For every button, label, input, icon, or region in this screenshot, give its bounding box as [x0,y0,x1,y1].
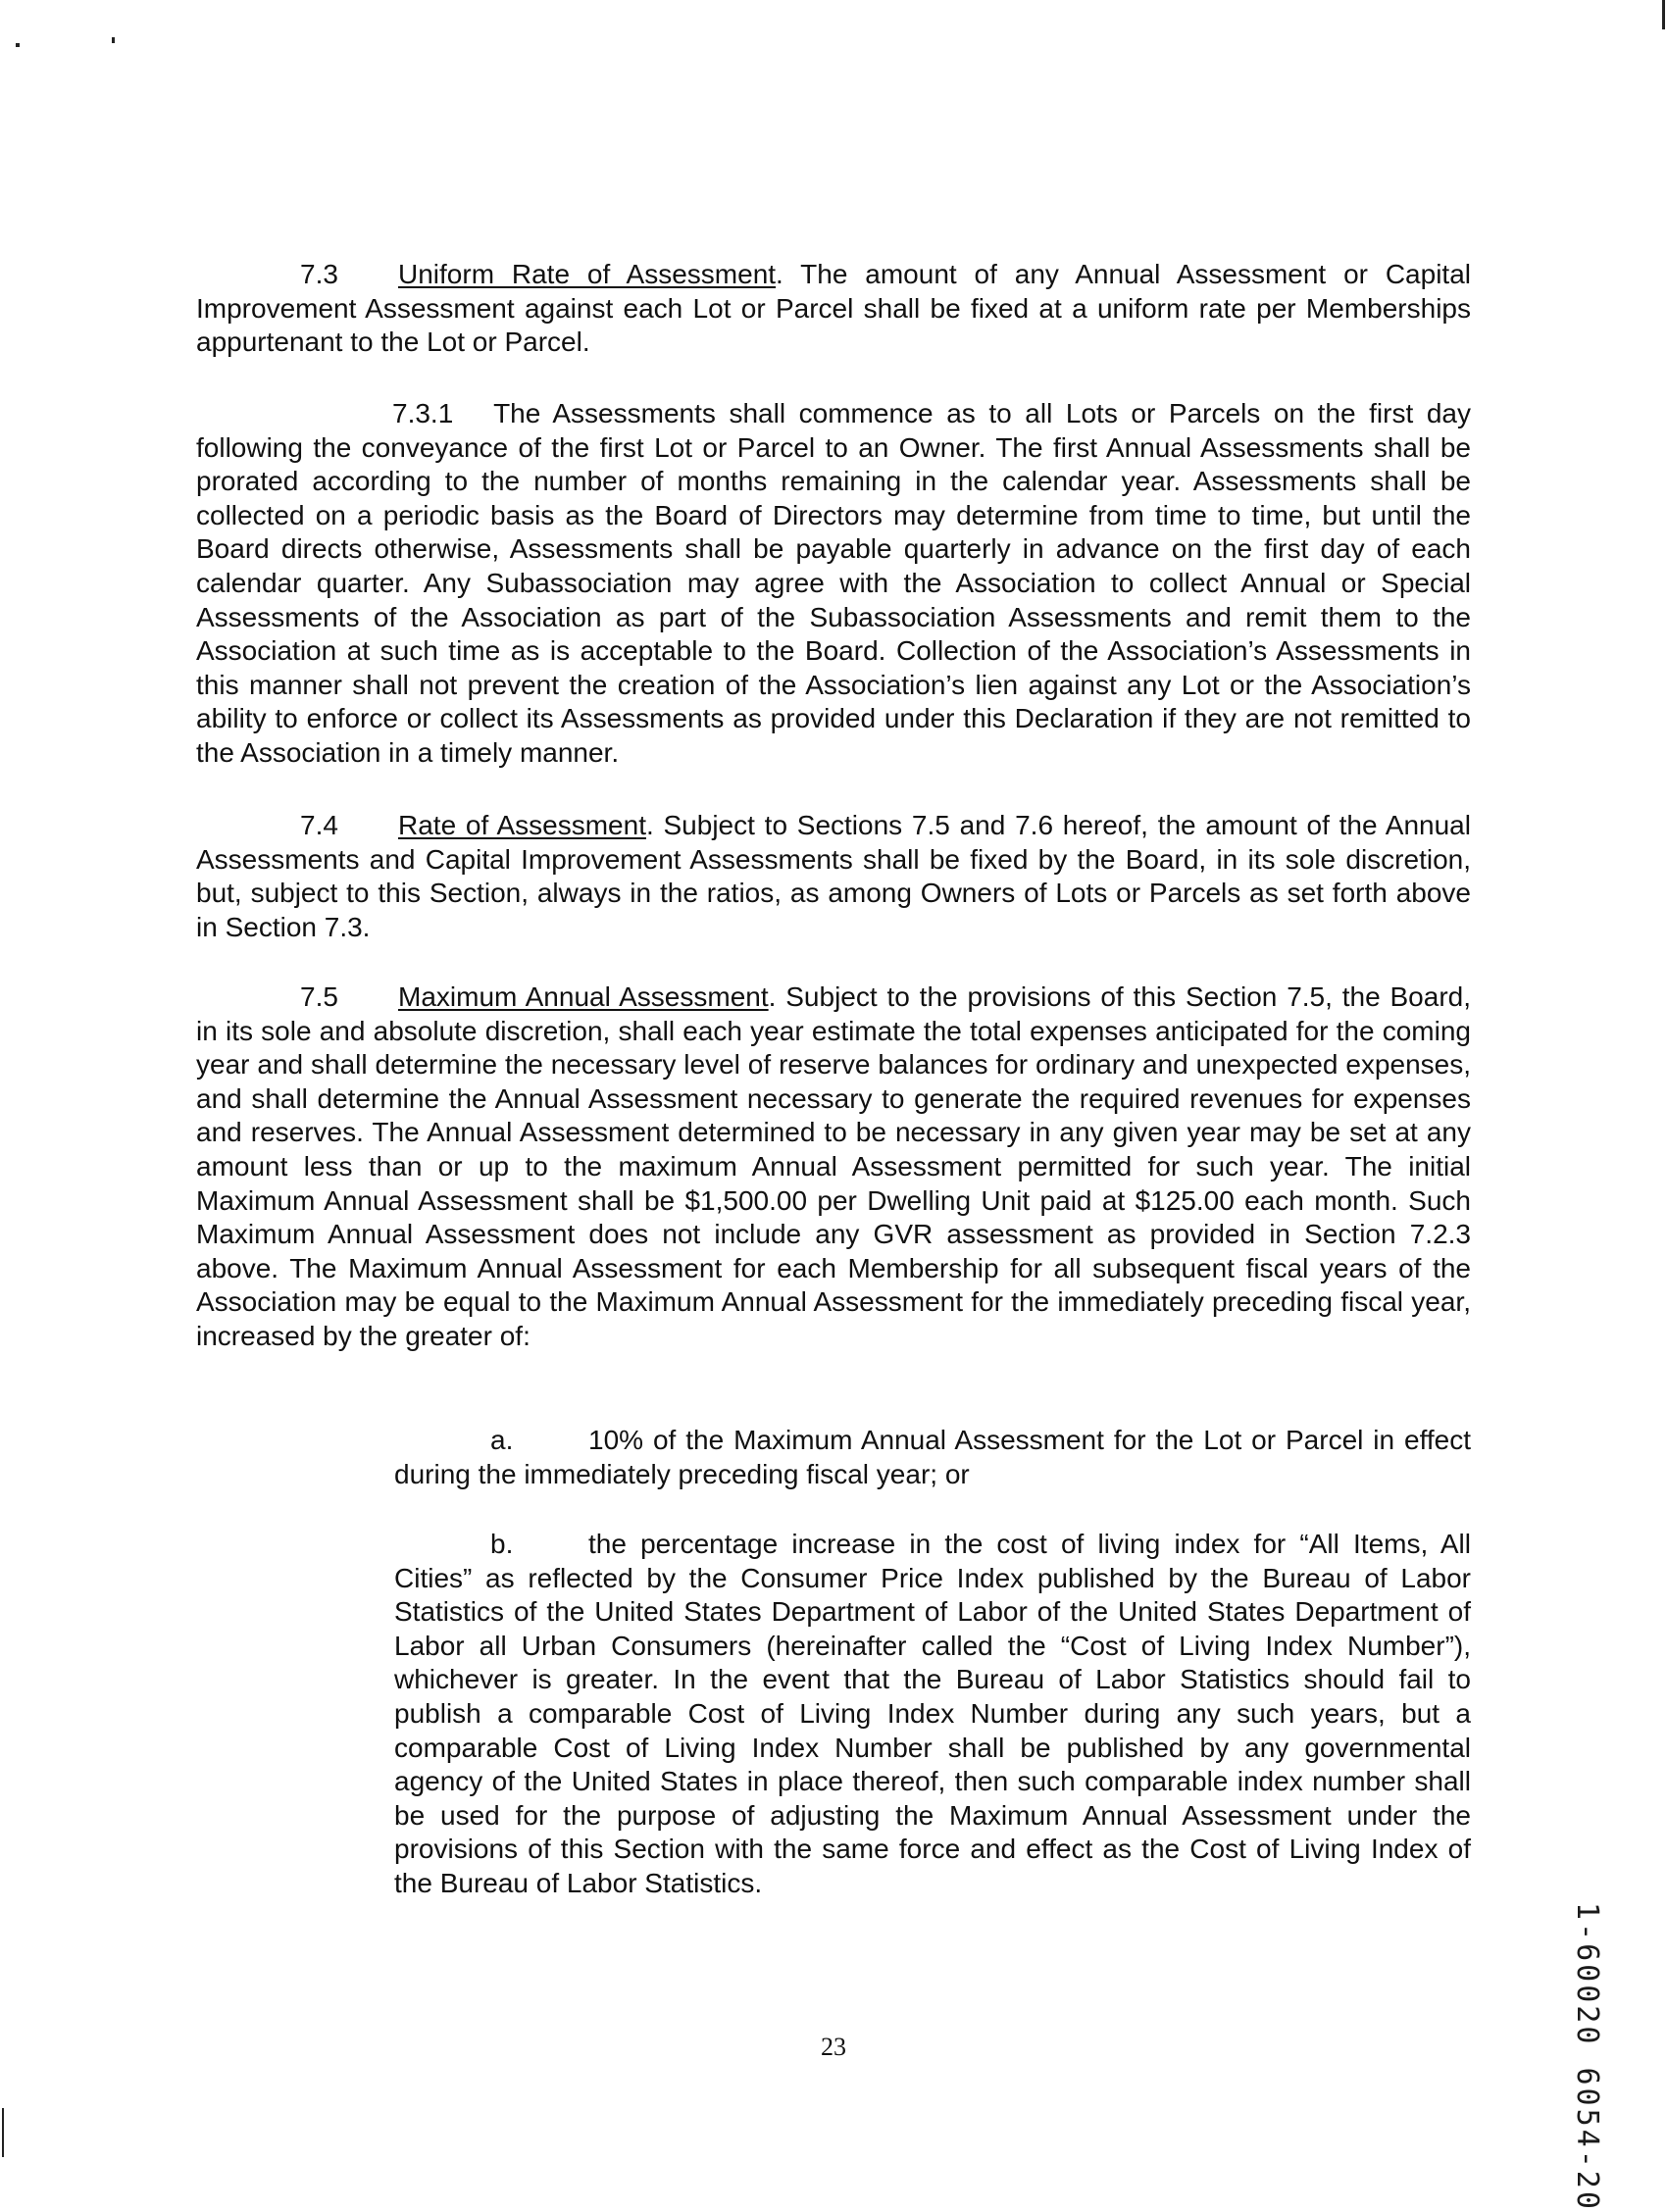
section-7-4 [196,809,1471,944]
section-title: Uniform Rate of Assessment [398,259,777,289]
scan-artifact [1662,0,1665,29]
item-label: b. [490,1529,514,1559]
scan-artifact [2,2108,4,2157]
section-body: The Assessments shall commence as to all Lots or Parcels on the first day following the conveyance of the first Lot or Parcel to an Owner. The first Annual Assessments shall be prorated according to the number of months remaining in the calendar year. Assessments shall be collected on a periodic basis as the Board of Directors may determine from time to time, but until the Board directs otherwise, Assessments shall be payable quarterly in advance on the first day of each calendar quarter. Any Subassociation may agree with the Association to collect Annual or Special Assessments of the Association as part of the Subassociation Assessments and remit them to the Association at such time as is acceptable to the Board. Collection of the Association’s Assessments in this manner shall not prevent the creation of the Association’s lien against any Lot or the Association’s ability to enforce or collect its Assessments as provided under this Declaration if they are not remitted to the Association in a timely manner. [196,398,1471,768]
section-7-3 [196,258,1471,360]
item-label: a. [490,1425,514,1455]
section-title: Maximum Annual Assessment [398,981,769,1012]
page-number: 23 [821,2033,846,2061]
item-body: 10% of the Maximum Annual Assessment for the Lot or Parcel in effect during the immediately preceding fiscal year; or [394,1425,1471,1489]
scan-artifact [112,37,115,43]
scan-artifact [16,43,20,47]
section-number: 7.3 [300,259,338,289]
section-body: . The amount of any Annual Assessment or Capital Improvement Assessment against each Lot or Parcel shall be fixed at a uniform rate per Memberships appurtenant to the Lot or Parcel. [196,259,1471,358]
list-item-b [394,1528,1471,1901]
recording-stamp: 1-60020 6054-20 [1570,1902,1604,2212]
item-body: the percentage increase in the cost of living index for “All Items, All Cities” as reflected by the Consumer Price Index published by the Bureau of Labor Statistics of the United States Department of Labor of the United States Department of Labor all Urban Consumers (hereinafter called the “Cost of Living Index Number”), whichever is greater. In the event that the Bureau of Labor Statistics should fail to publish a comparable Cost of Living Index Number during any such years, but a comparable Cost of Living Index Number shall be published by any governmental agency of the United States in place thereof, then such comparable index number shall be used for the purpose of adjusting the Maximum Annual Assessment under the provisions of this Section with the same force and effect as the Cost of Living Index of the Bureau of Labor Statistics. [394,1529,1471,1898]
list-item-a [394,1424,1471,1491]
section-number: 7.4 [300,810,338,840]
section-number: 7.5 [300,981,338,1012]
section-title: Rate of Assessment [398,810,646,840]
section-7-3-1 [196,397,1471,771]
section-body: . Subject to the provisions of this Section 7.5, the Board, in its sole and absolute discretion, shall each year estimate the total expenses anticipated for the coming year and shall determine the necessary level of reserve balances for ordinary and unexpected expenses, and shall determine the Annual Assessment necessary to generate the required revenues for expenses and reserves. The Annual Assessment determined to be necessary in any given year may be set at any amount less than or up to the maximum Annual Assessment permitted for such year. The initial Maximum Annual Assessment shall be $1,500.00 per Dwelling Unit paid at $125.00 each month. Such Maximum Annual Assessment does not include any GVR assessment as provided in Section 7.2.3 above. The Maximum Annual Assessment for each Membership for all subsequent fiscal years of the Association may be equal to the Maximum Annual Assessment for the immediately preceding fiscal year, increased by the greater of: [196,981,1471,1351]
section-number: 7.3.1 [392,398,454,428]
section-body: . Subject to Sections 7.5 and 7.6 hereof, the amount of the Annual Assessments and Capital Improvement Assessments shall be fixed by the Board, in its sole discretion, but, subject to this Section, always in the ratios, as among Owners of Lots or Parcels as set forth above in Section 7.3. [196,810,1471,942]
section-7-5 [196,980,1471,1354]
